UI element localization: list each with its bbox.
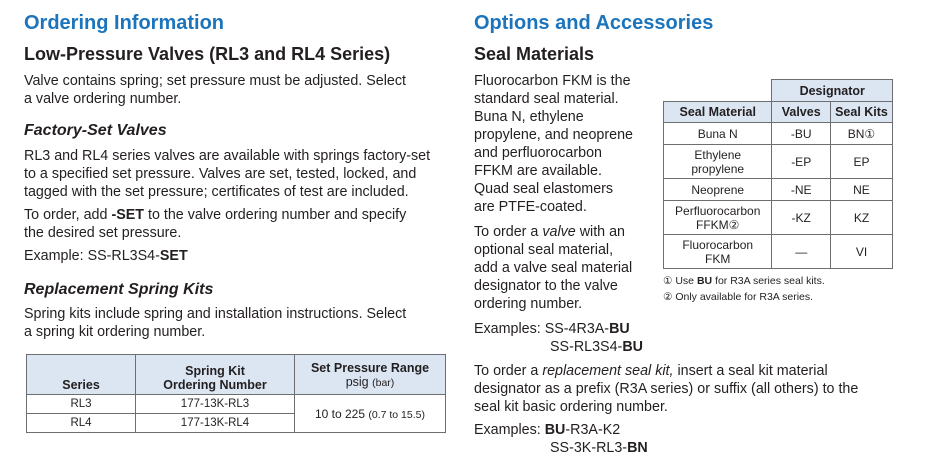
col-series: Series: [27, 355, 136, 395]
material-name-2: propylene: [691, 161, 745, 176]
order-valve-line: add a valve seal material: [474, 260, 633, 276]
footnote-2: ② Only available for R3A series.: [663, 291, 814, 303]
seal-line: Buna N, ethylene: [474, 109, 584, 125]
seal-kit-line: [474, 362, 858, 380]
material-name: Neoprene: [691, 182, 745, 197]
spring-kit-table: [26, 354, 446, 433]
cell-valves: -KZ: [772, 201, 831, 235]
example-code: BN: [627, 440, 648, 456]
example-post: -R3A-K2: [565, 422, 621, 438]
factory-line: tagged with the set pressure; certificates of test are included.: [24, 184, 409, 200]
example-code: SET: [159, 248, 188, 264]
cell-material: [664, 123, 772, 145]
footnote-code: BU: [696, 275, 713, 287]
factory-line: RL3 and RL4 series valves are available with springs factory-set: [24, 148, 431, 164]
order-valve-text: [474, 223, 664, 313]
seal-line: and perfluorocarbon: [474, 145, 602, 161]
cell-material: [664, 179, 772, 201]
table-row: [664, 235, 893, 269]
example-set: [24, 247, 188, 265]
col-range-unit: [299, 375, 441, 389]
cell-valves: -NE: [772, 179, 831, 201]
range-value-bar: (0.7 to 15.5): [368, 408, 425, 421]
factory-set-heading: Factory-Set Valves: [24, 122, 167, 139]
valve-example-2: [550, 338, 643, 356]
cell-kits: VI: [830, 235, 892, 269]
material-name: Buna N: [697, 126, 738, 141]
example-code: BU: [609, 321, 630, 337]
order-pre: To order, add: [24, 207, 112, 223]
spring-line: Spring kits include spring and installation instructions. Select: [24, 306, 407, 322]
cell-kit: 177-13K-RL3: [136, 395, 295, 414]
order-line: [24, 206, 406, 224]
example-label: Examples:: [474, 422, 545, 438]
material-name: Fluorocarbon: [682, 237, 754, 252]
material-name: Perfluorocarbon: [675, 203, 761, 218]
material-name-2: FFKM②: [696, 217, 740, 232]
table-row: [664, 145, 893, 179]
seal-kit-line: designator as a prefix (R3A series) or suffix (all others) to the: [474, 381, 859, 397]
order-valve-line: optional seal material,: [474, 242, 614, 258]
ordering-heading: Ordering Information: [24, 12, 224, 34]
example-label: Examples: SS-4R3A-: [474, 321, 610, 337]
material-name-2: FKM: [705, 251, 731, 266]
col-valves: Valves: [772, 102, 831, 123]
col-kit-l2: Ordering Number: [163, 378, 267, 392]
spring-kits-text: [24, 305, 406, 341]
example-code: BU: [544, 422, 566, 438]
cell-series: RL3: [27, 395, 136, 414]
order-valve-line: [474, 223, 664, 241]
intro-line: a valve ordering number.: [24, 91, 182, 107]
factory-line: to a specified set pressure. Valves are set, tested, locked, and: [24, 166, 417, 182]
col-kits: Seal Kits: [830, 102, 892, 123]
blank-cell: [664, 80, 772, 102]
kit-pre: To order a: [474, 363, 543, 379]
cell-valves: -EP: [772, 145, 831, 179]
cell-valves: —: [772, 235, 831, 269]
seal-intro-text: [474, 72, 659, 216]
kit-ital: replacement seal kit,: [542, 363, 674, 379]
seal-line: Fluorocarbon FKM is the: [474, 73, 631, 89]
cell-material: [664, 235, 772, 269]
col-kit-l1: Spring Kit: [185, 364, 245, 378]
col-material: Seal Material: [664, 102, 772, 123]
order-valve-pre: To order a: [474, 224, 543, 240]
spring-kits-heading: Replacement Spring Kits: [24, 281, 214, 298]
seal-line: are PTFE-coated.: [474, 199, 587, 215]
options-heading: Options and Accessories: [474, 12, 714, 34]
table-header-row: [27, 355, 446, 395]
cell-kits: NE: [830, 179, 892, 201]
order-valve-line: designator to the valve: [474, 278, 618, 294]
kit-example-1: [474, 421, 620, 439]
seal-header-row: [664, 102, 893, 123]
seal-line: standard seal material.: [474, 91, 619, 107]
valve-word: valve: [542, 224, 576, 240]
cell-kits: EP: [830, 145, 892, 179]
unit-psig: psig: [345, 374, 369, 389]
seal-materials-heading: Seal Materials: [474, 44, 595, 64]
table-row: [664, 179, 893, 201]
col-range-l1: Set Pressure Range: [310, 360, 430, 375]
footnote-pre: Use: [672, 275, 697, 287]
valve-example-1: [474, 320, 630, 338]
seal-kit-text: [474, 362, 858, 416]
set-code: -SET: [111, 207, 145, 223]
seal-line: FFKM are available.: [474, 163, 602, 179]
range-value: 10 to 225: [314, 406, 366, 421]
cell-kits: BN①: [830, 123, 892, 145]
order-valve-line: ordering number.: [474, 296, 583, 312]
example-pre: Example: SS-RL3S4-: [24, 248, 160, 264]
cell-series: RL4: [27, 414, 136, 433]
designator-row: [664, 80, 893, 102]
cell-range: [295, 395, 446, 433]
kit-example-2: [550, 439, 648, 457]
order-post: to the valve ordering number and specify: [144, 207, 407, 223]
order-line: the desired set pressure.: [24, 225, 182, 241]
cell-valves: -BU: [772, 123, 831, 145]
factory-set-text: [24, 147, 430, 201]
seal-material-table: [663, 79, 893, 269]
footnote-1: [663, 274, 825, 288]
cell-material: [664, 201, 772, 235]
example-pre: SS-3K-RL3-: [550, 440, 628, 456]
example-code: BU: [622, 339, 643, 355]
cell-kits: KZ: [830, 201, 892, 235]
example-pre: SS-RL3S4-: [550, 339, 623, 355]
designator-header: Designator: [772, 80, 893, 102]
table-row: [664, 123, 893, 145]
footnote-mark: ①: [663, 275, 673, 287]
footnote-post: for R3A series seal kits.: [712, 275, 825, 287]
order-valve-post: with an: [575, 224, 626, 240]
seal-kit-line: seal kit basic ordering number.: [474, 399, 668, 415]
spring-line: a spring kit ordering number.: [24, 324, 206, 340]
table-row: [27, 395, 446, 414]
intro-text: [24, 72, 406, 108]
col-kit: [136, 355, 295, 395]
seal-line: propylene, and neoprene: [474, 127, 633, 143]
cell-material: [664, 145, 772, 179]
unit-bar: (bar): [372, 376, 395, 389]
table-row: [664, 201, 893, 235]
order-set-text: [24, 206, 406, 242]
intro-line: Valve contains spring; set pressure must be adjusted. Select: [24, 73, 406, 89]
cell-kit: 177-13K-RL4: [136, 414, 295, 433]
col-range: [295, 355, 446, 395]
seal-line: Quad seal elastomers: [474, 181, 614, 197]
material-name: Ethylene: [694, 147, 742, 162]
low-pressure-heading: Low-Pressure Valves (RL3 and RL4 Series): [24, 44, 391, 64]
kit-post: insert a seal kit material: [673, 363, 828, 379]
